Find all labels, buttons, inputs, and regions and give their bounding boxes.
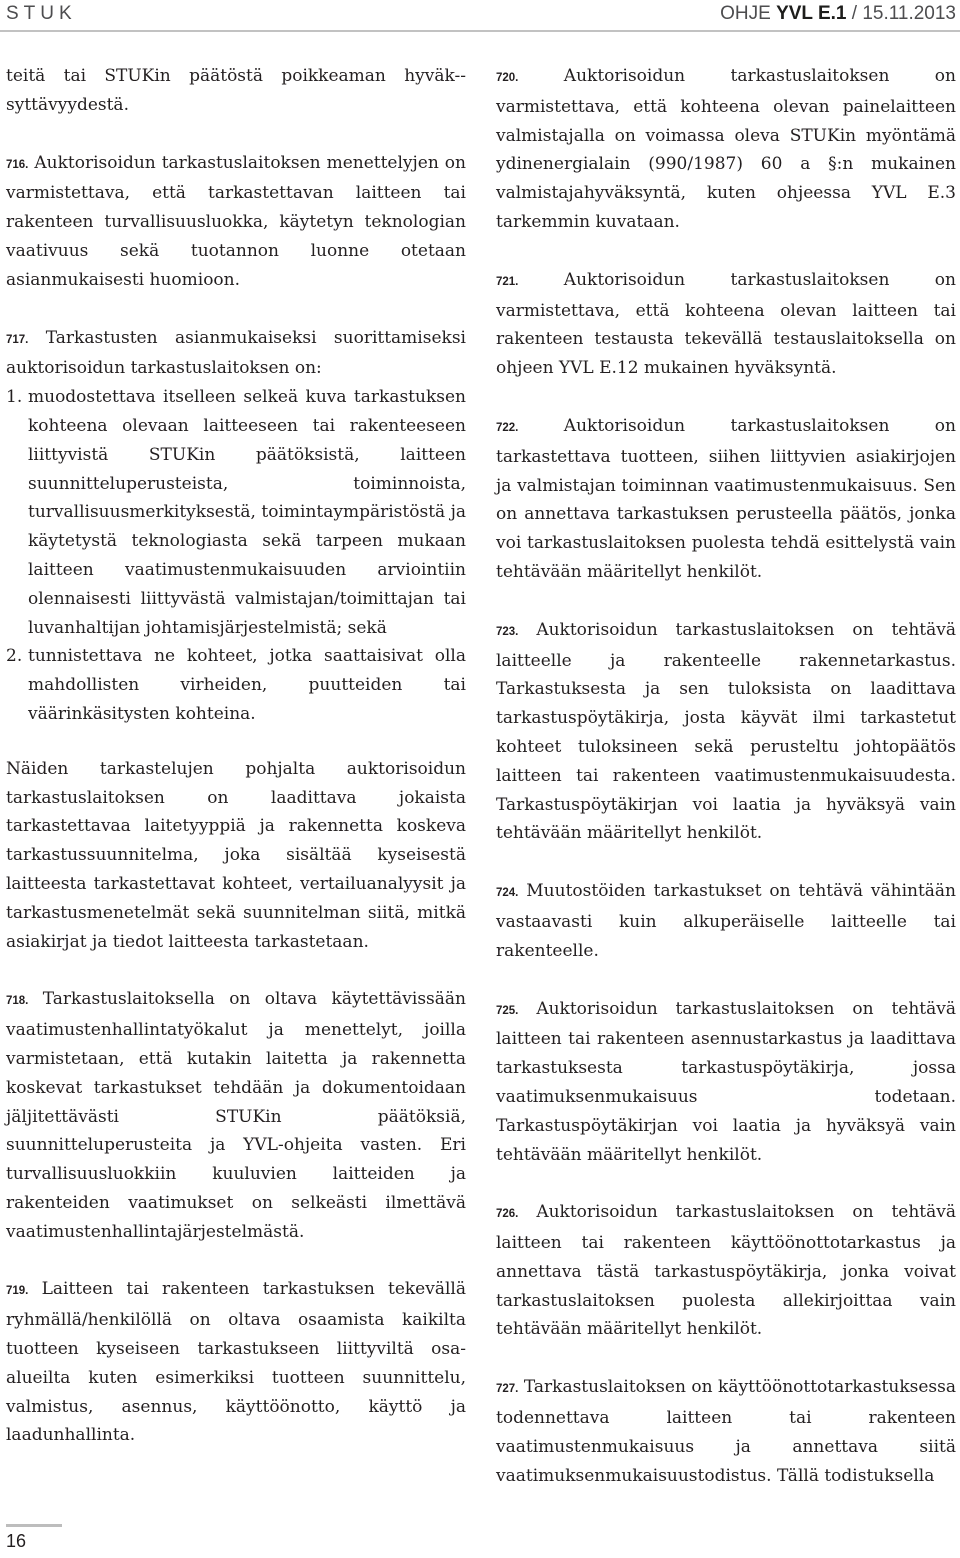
- page-number: 16: [6, 1531, 27, 1551]
- right-column: [496, 62, 956, 1490]
- paragraph-number: 719.: [6, 1285, 29, 1298]
- guide-date: 15.11.2013: [862, 3, 956, 24]
- guide-separator: /: [846, 3, 863, 24]
- paragraph-717: [6, 324, 466, 384]
- paragraph-text: Tarkastuslaitoksella on oltava käytettävissään vaatimustenhallintatyökalut ja menettelyt, joilla varmistetaan, että kutakin laitetta ja rakennetta koskevat tarkastukset tehdään ja dokumentoidaan jäljitettävästi STUKin päätöksiä, suunnitteluperusteita ja YVL-ohjeita vasten. Eri turvallisuusluokkiin kuuluvien laitteiden ja rakenteiden vaatimukset on selkeästi ilmettävä vaatimustenhallintajärjestelmästä.: [6, 989, 466, 1242]
- paragraph-number: 717.: [6, 333, 29, 346]
- paragraph-720: [496, 62, 956, 237]
- paragraph-721: [496, 266, 956, 383]
- paragraph-number: 721.: [496, 275, 519, 288]
- paragraph-text: Auktorisoidun tarkastuslaitoksen on varmistettava, että kohteena olevan painelaitteen valmistajalla on voimassa oleva STUKin myöntämä ydinenergialain (990/1987) 60 a §:n mukainen valmistajahyväksyntä, kuten ohjeessa YVL E.3 tarkemmin kuvataan.: [496, 66, 956, 232]
- header-divider: [0, 30, 960, 32]
- paragraph-text: Laitteen tai rakenteen tarkastuksen tekevällä ryhmällä/henkilöllä on oltava osaamista kaikilta tuotteen kyseiseen tarkastukseen liittyviltä osa-alueilta kuten esimerkiksi tuotteen suunnittelu, valmistus, asennus, käyttöönotto, käyttö ja laadunhallinta.: [6, 1279, 466, 1446]
- paragraph-number: 718.: [6, 995, 29, 1008]
- paragraph-text: Tarkastusten asianmukaiseksi suorittamiseksi auktorisoidun tarkastuslaitoksen on:: [6, 327, 466, 379]
- paragraph-724: [496, 877, 956, 965]
- paragraph-text: Auktorisoidun tarkastuslaitoksen menettelyjen on varmistettava, että tarkastettavan laitteen tai rakenteen turvallisuusluokka, käytetyn teknologian vaativuus sekä tuotannon luonne otetaan asianmukaisesti huomioon.: [6, 152, 466, 290]
- paragraph-number: 726.: [496, 1208, 519, 1221]
- paragraph-number: 725.: [496, 1004, 519, 1017]
- guide-reference: [720, 3, 956, 25]
- page-header: [0, 0, 960, 34]
- paragraph-717-followup: Näiden tarkastelujen pohjalta auktorisoidun tarkastuslaitoksen on laadittava jokaista tarkastettavaa laitetyyppiä ja rakennetta koskeva tarkastussuunnitelma, joka sisältää kyseisestä laitteesta tarkastettavat kohteet, vertailuanalyysit ja tarkastusmenetelmät sekä suunnitelman siitä, mitkä asiakirjat ja tiedot laitteesta tarkastetaan.: [6, 758, 466, 952]
- paragraph-text: Auktorisoidun tarkastuslaitoksen on tehtävä laitteen tai rakenteen käyttöönottotarkastus ja annettava tästä tarkastuspöytäkirja, jonka voivat tarkastuslaitoksen puolesta allekirjoittaa vain tehtävään määritellyt henkilöt.: [496, 1202, 956, 1340]
- paragraph-number: 722.: [496, 421, 519, 434]
- paragraph-text: Auktorisoidun tarkastuslaitoksen on tehtävä laitteelle ja rakenteelle rakennetarkastus. Tarkastuksesta ja sen tuloksista on laadittava tarkastuspöytäkirja, josta käyvät ilmi tarkastetut kohteet tuloksineen sekä perusteltu johtopäätös laitteen tai rakenteen vaatimustenmukaisuudesta. Tarkastuspöytäkirjan voi laatia ja hyväksyä vain tehtävään määritellyt henkilöt.: [496, 619, 956, 844]
- paragraph-number: 727.: [496, 1383, 519, 1396]
- list-text: tunnistettava ne kohteet, jotka saattaisivat olla mahdollisten virheiden, puutteiden tai väärinkäsitysten kohteina.: [28, 646, 466, 724]
- publisher-name: STUK: [6, 3, 77, 24]
- list-item: [6, 383, 466, 642]
- paragraph-text: Muutostöiden tarkastukset on tehtävä vähintään vastaavasti kuin alkuperäiselle laitteelle tai rakenteelle.: [496, 881, 957, 961]
- paragraph-718: [6, 985, 466, 1246]
- paragraph-text: Auktorisoidun tarkastuslaitoksen on tarkastettava tuotteen, siihen liittyvien asiakirjojen ja valmistajan toiminnan vaatimustenmukaisuus. Sen on annettava tarkastuksen perusteella päätös, jonka voi tarkastuslaitoksen puolesta tehdä esittelystä vain tehtävään määritellyt henkilöt.: [496, 415, 956, 582]
- list-item: [6, 642, 466, 728]
- continuation-text: teitä tai STUKin päätöstä poikkeaman hyväk-syttävyydestä.: [6, 66, 466, 115]
- paragraph-number: 720.: [496, 72, 519, 84]
- guide-label: OHJE: [720, 3, 777, 24]
- paragraph-726: [496, 1198, 956, 1344]
- paragraph-text: Tarkastuslaitoksen on käyttöönottotarkastuksessa todennettava laitteen tai rakenteen vaatimustenmukaisuus ja annettava siitä vaatimuksenmukaisuustodistus. Tällä todistuksella: [496, 1377, 956, 1486]
- paragraph-text: Auktorisoidun tarkastuslaitoksen on varmistettava, että kohteena olevan laitteen tai rakenteen testausta tekevällä testauslaitoksella on ohjeen YVL E.12 mukainen hyväksyntä.: [496, 269, 956, 379]
- paragraph-text: Auktorisoidun tarkastuslaitoksen on tehtävä laitteen tai rakenteen asennustarkastus ja laadittava tarkastuksesta tarkastuspöytäkirja, jossa vaatimuksenmukaisuus todetaan. Tarkastuspöytäkirjan voi laatia ja hyväksyä vain tehtävään määritellyt henkilöt.: [496, 998, 956, 1165]
- paragraph-number: 723.: [496, 625, 519, 638]
- paragraph-719: [6, 1275, 466, 1450]
- guide-code: YVL E.1: [776, 3, 847, 24]
- list-marker: 1.: [6, 387, 23, 408]
- paragraph-727: [496, 1373, 956, 1490]
- paragraph-716: [6, 149, 466, 295]
- list-marker: 2.: [6, 646, 23, 667]
- paragraph-723: [496, 616, 956, 848]
- paragraph-725: [496, 995, 956, 1170]
- paragraph-number: 724.: [496, 887, 519, 900]
- paragraph-722: [496, 412, 956, 587]
- list-text: muodostettava itselleen selkeä kuva tarkastuksen kohteena olevaan laitteeseen tai rakenteeseen liittyvistä STUKin päätöksistä, laitteen suunnitteluperusteista, toiminnoista, turvallisuusmerkityksestä, toimintaympäristöstä ja käytetystä teknologiasta sekä tarpeen mukaan laitteen vaatimustenmukaisuuden arviointiin olennaisesti liittyvästä valmistajan/toimittajan tai luvanhaltijan johtamisjärjestelmistä; sekä: [28, 387, 466, 638]
- paragraph-number: 716.: [6, 158, 29, 171]
- left-column: [6, 62, 466, 1450]
- footer-divider: [6, 1524, 62, 1527]
